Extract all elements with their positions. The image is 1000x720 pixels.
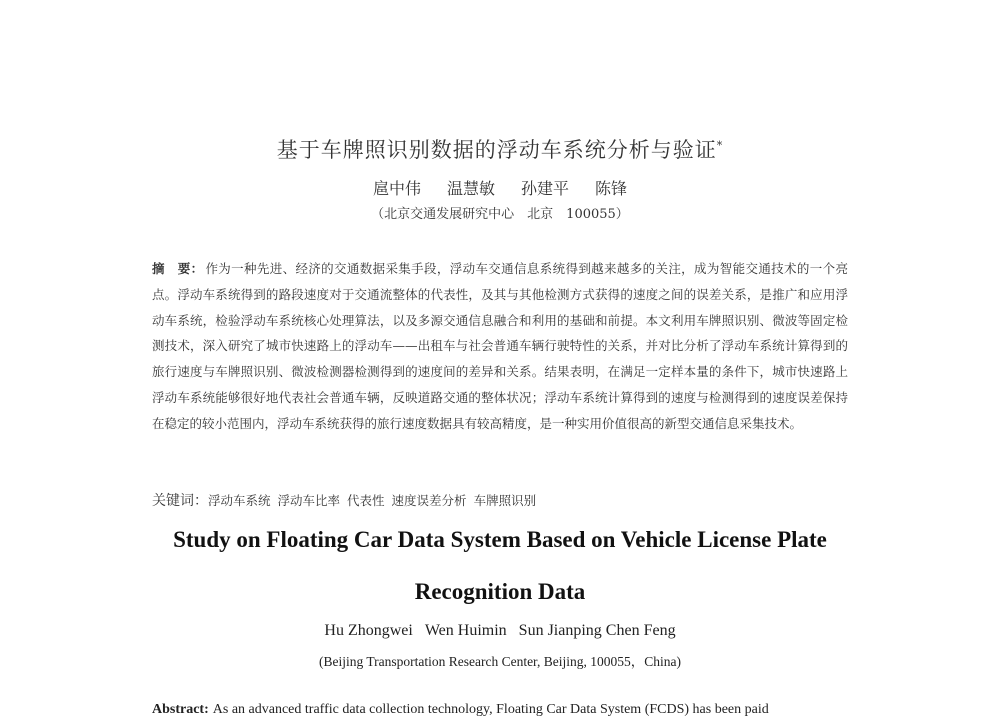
keyword-item: 浮动车系统 xyxy=(208,493,271,508)
chinese-abstract-label: 摘 要： xyxy=(152,261,204,276)
english-abstract-label: Abstract: xyxy=(152,702,209,717)
keyword-item: 代表性 xyxy=(347,493,385,508)
author-4-cn: 陈锋 xyxy=(595,179,628,198)
chinese-keywords xyxy=(152,490,848,510)
author-1-cn: 扈中伟 xyxy=(372,179,421,198)
english-title-line-2: Recognition Data xyxy=(414,579,586,604)
chinese-title xyxy=(0,134,1000,164)
author-2-en: Wen Huimin xyxy=(424,622,507,639)
chinese-abstract-text: 作为一种先进、经济的交通数据采集手段，浮动车交通信息系统得到越来越多的关注，成为智能交通技术的一个亮点。浮动车系统得到的路段速度对于交通流整体的代表性，及其与其他检测方式获得的速度之间的误差关系，是推广和应用浮动车系统，检验浮动车系统核心处理算法，以及多源交通信息融合和利用的基础和前提。本文利用车牌照识别、微波等固定检测技术，深入研究了城市快速路上的浮动车——出租车与社会普通车辆行驶特性的关系，并对比分析了浮动车系统计算得到的旅行速度与车牌照识别、微波检测器检测得到的速度间的差异和关系。结果表明，在满足一定样本量的条件下，城市快速路上浮动车系统能够很好地代表社会普通车辆，反映道路交通的整体状况；浮动车系统计算得到的速度与检测得到的速度误差保持在稳定的较小范围内，浮动车系统获得的旅行速度数据具有较高精度，是一种实用价值很高的新型交通信息采集技术。 xyxy=(152,261,848,431)
author-3-cn: 孙建平 xyxy=(521,179,570,198)
chinese-abstract xyxy=(152,256,848,437)
author-3-4-en: Sun Jianping Chen Feng xyxy=(518,622,676,639)
keyword-item: 浮动车比率 xyxy=(277,493,341,508)
title-footnote-mark: * xyxy=(716,139,724,152)
chinese-affiliation: （北京交通发展研究中心 北京 100055） xyxy=(371,207,629,222)
keyword-item: 车牌照识别 xyxy=(473,493,537,508)
english-abstract-text: As an advanced traffic data collection technology, Floating Car Data System (FCDS) has been paid xyxy=(212,702,769,717)
author-1-en: Hu Zhongwei xyxy=(324,622,413,639)
english-authors xyxy=(0,622,1000,640)
chinese-authors xyxy=(0,176,1000,199)
english-abstract xyxy=(152,700,848,720)
english-affiliation: (Beijing Transportation Research Center, Beijing, 100055，China) xyxy=(318,654,682,669)
author-2-cn: 温慧敏 xyxy=(446,179,495,198)
keywords-label: 关键词： xyxy=(152,493,208,509)
english-title-line-1: Study on Floating Car Data System Based on Vehicle License Plate xyxy=(173,527,827,552)
chinese-title-text: 基于车牌照识别数据的浮动车系统分析与验证 xyxy=(276,138,717,162)
keyword-item: 速度误差分析 xyxy=(391,493,467,508)
